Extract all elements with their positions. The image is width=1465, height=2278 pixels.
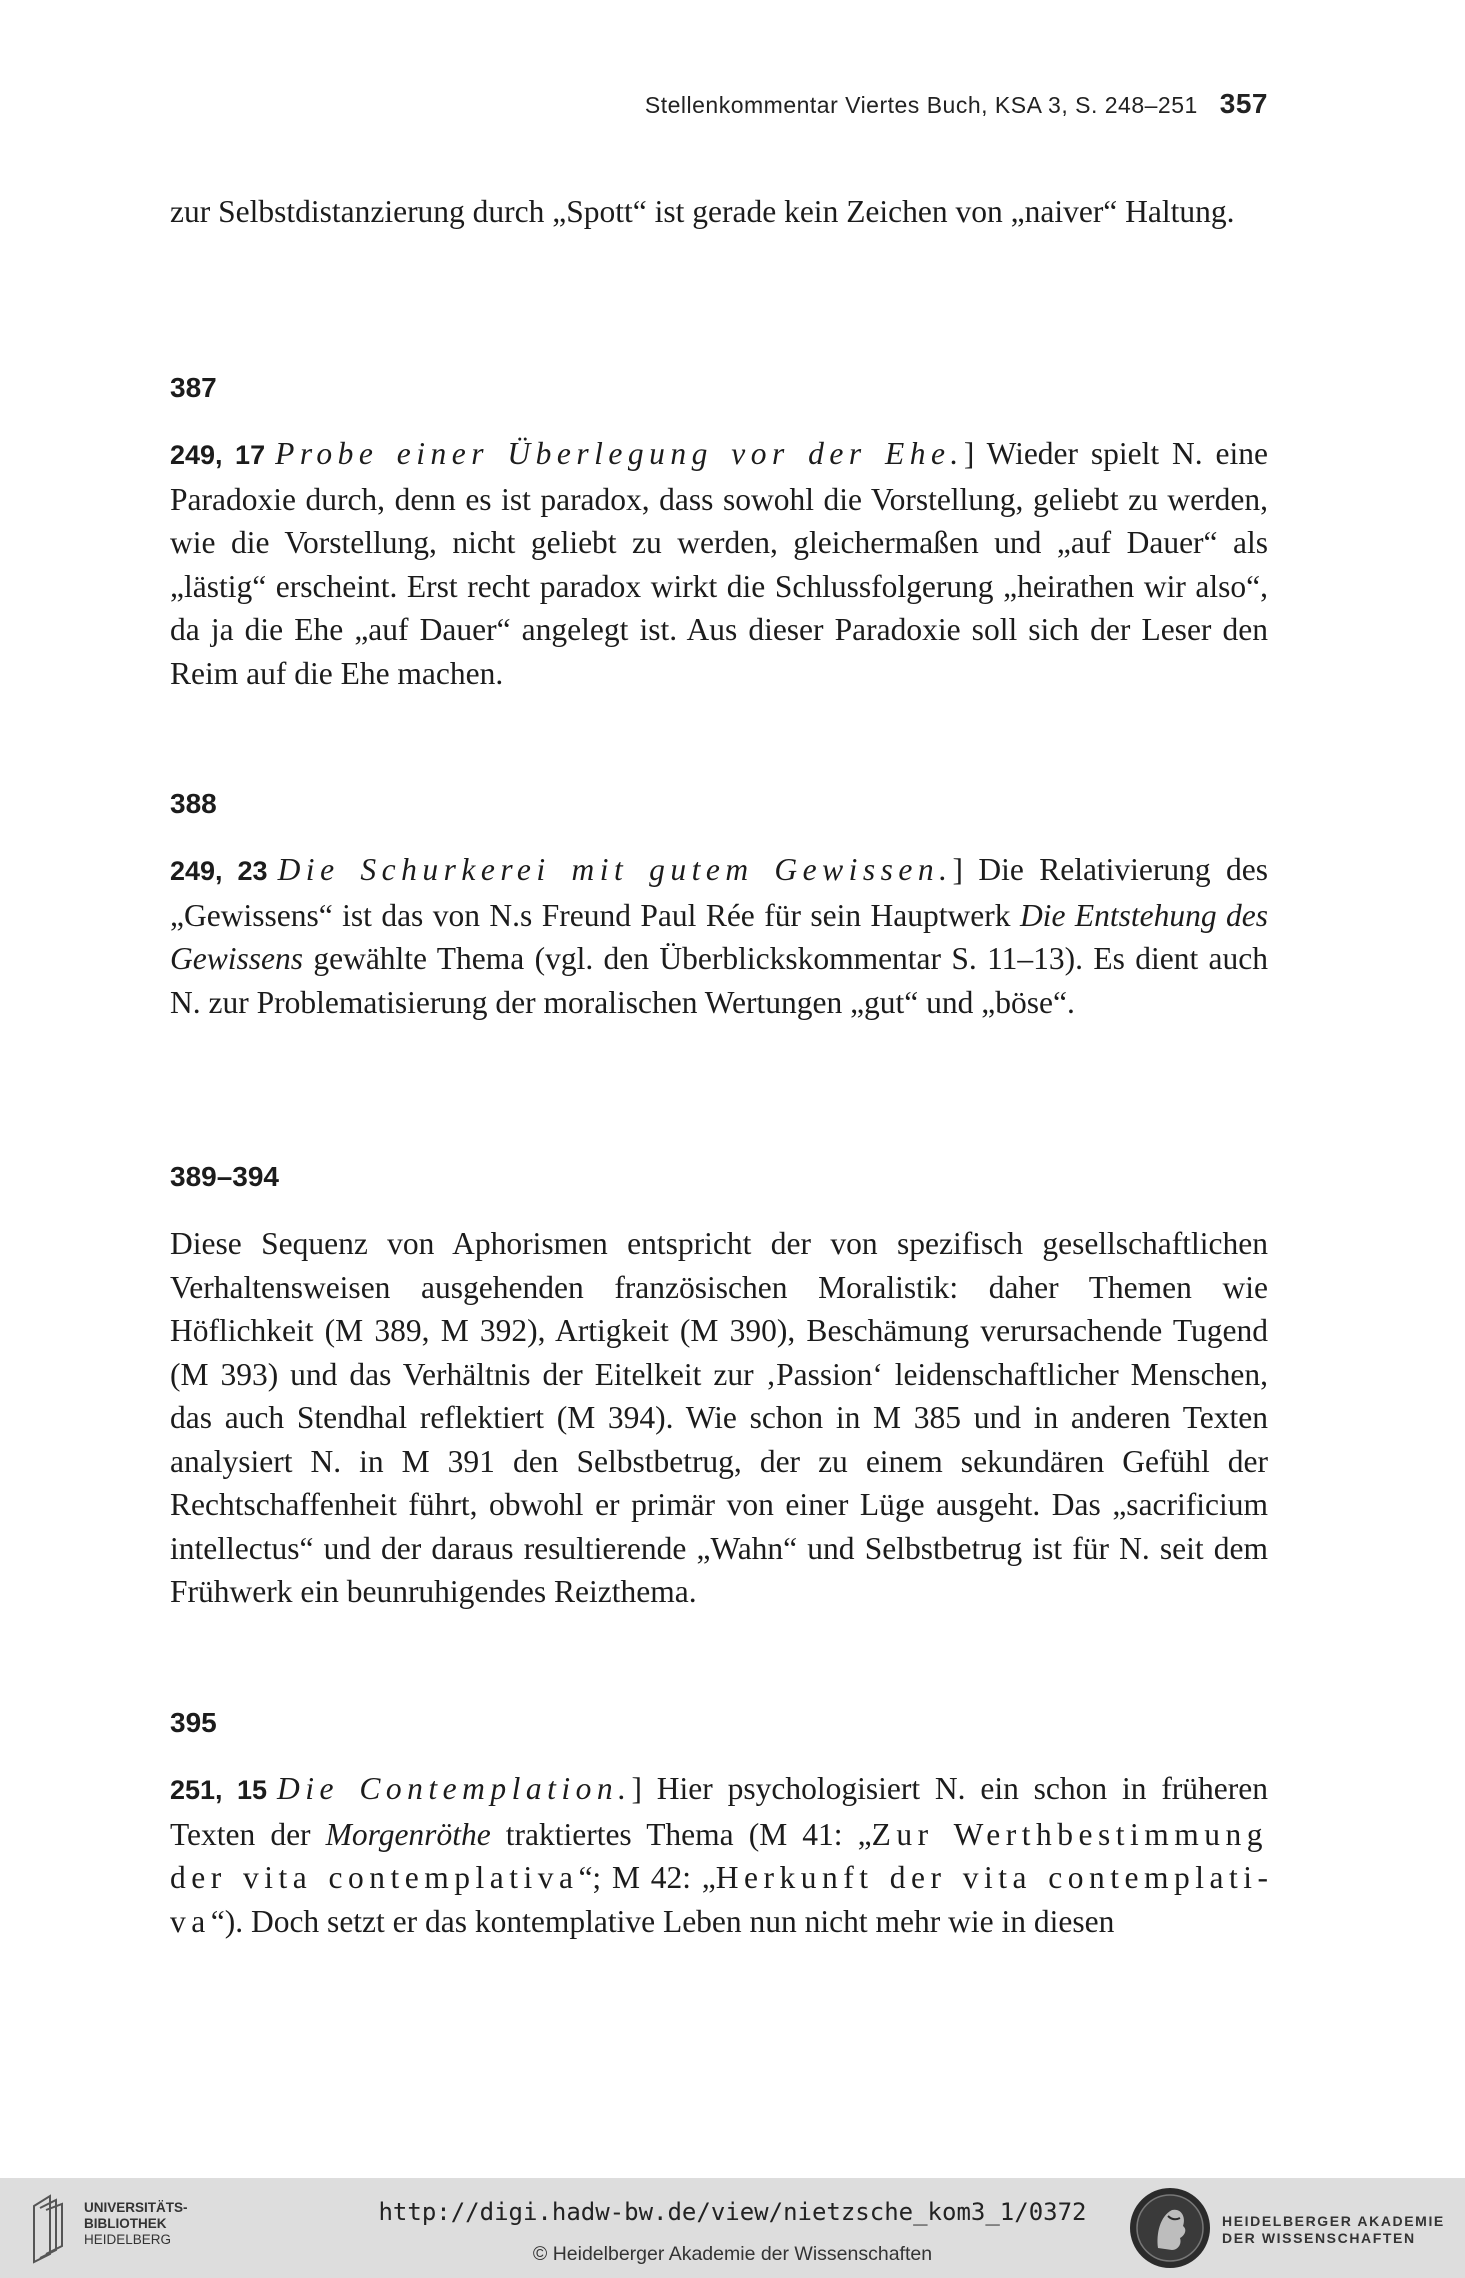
work-title: Morgenröthe (325, 1816, 491, 1852)
academy-line-2: DER WISSENSCHAFTEN (1222, 2230, 1416, 2246)
ub-line-3: HEIDELBERG (84, 2232, 172, 2247)
work-title: Die Entstehung des Gewissens (170, 897, 1268, 976)
copyright-notice: © Heidelberger Akademie der Wissenschaften (532, 2243, 933, 2265)
running-head-title: Stellenkommentar Viertes Buch, KSA 3, S. 248–251 (644, 92, 1198, 118)
quoted-title: Herkunft der vita contemplativa (170, 1860, 1268, 1939)
section-heading-388: 388 (170, 788, 217, 819)
commentary-text: ] Hier psychologisiert N. ein schon in früheren Texten der (170, 1771, 1268, 1852)
ub-line-1: UNIVERSITÄTS- (84, 2200, 188, 2215)
lemma: Die Schurkerei mit gutem Gewissen. (277, 852, 953, 887)
academy-seal-icon (1128, 2186, 1212, 2270)
lemma: Die Contemplation. (277, 1771, 632, 1806)
quoted-title: Zur Werthbestimmung der vita contemplativa (170, 1816, 1269, 1895)
line-reference: 249, 23 (170, 856, 268, 886)
lemma: Probe einer Überlegung vor der Ehe. (275, 436, 964, 471)
commentary-395 (170, 1767, 1268, 1943)
commentary-388 (170, 848, 1268, 1024)
running-head (170, 88, 1268, 120)
permalink-url[interactable]: http://digi.hadw-bw.de/view/nietzsche_kom3_1/0372 (378, 2198, 1087, 2226)
commentary-text: “). Doch setzt er das kontemplative Leben nun nicht mehr wie in diesen (210, 1903, 1115, 1939)
line-reference: 251, 15 (170, 1775, 268, 1805)
commentary-text: ] Wieder spielt N. eine Paradoxie durch, denn es ist paradox, dass sowohl die Vorstellung, geliebt zu werden, wie die Vorstellung, nicht geliebt zu werden, gleichermaßen und „auf Dauer“ als „lästig“ erscheint. Erst recht paradox wirkt die Schlussfolgerung „heirathen wir also“, da ja die Ehe „auf Dauer“ angelegt ist. Aus dieser Paradoxie soll sich der Leser den Reim auf die Ehe machen. (170, 436, 1268, 691)
commentary-text: traktiertes Thema (M 41: „ (490, 1816, 872, 1852)
academy-name (1222, 2213, 1445, 2247)
paragraph-continuation: zur Selbstdistanzierung durch „Spott“ ist gerade kein Zeichen von „naiver“ Haltung. (170, 194, 1235, 229)
section-heading-395: 395 (170, 1707, 217, 1738)
page-number: 357 (1219, 88, 1268, 119)
commentary-text: gewählte Thema (vgl. den Überblickskommentar S. 11–13). Es dient auch N. zur Problematisierung der moralischen Wertungen „gut“ und „böse“. (170, 941, 1268, 1020)
commentary-387 (170, 432, 1268, 695)
footer-bar (0, 2178, 1465, 2278)
ub-line-2: BIBLIOTHEK (84, 2216, 167, 2231)
section-heading-389-394: 389–394 (170, 1161, 280, 1192)
line-reference: 249, 17 (170, 440, 266, 470)
academy-line-1: HEIDELBERGER AKADEMIE (1222, 2213, 1445, 2229)
commentary-text: “; M 42: „ (578, 1860, 716, 1895)
section-heading-387: 387 (170, 372, 217, 403)
commentary-text: ] Die Relativierung des „Gewissens“ ist das von N.s Freund Paul Rée für sein Hauptwerk (170, 852, 1268, 933)
commentary-389-394: Diese Sequenz von Aphorismen entspricht der von spezifisch gesellschaftlichen Verhaltensweisen ausgehenden französischen Moralistik: daher Themen wie Höflichkeit (M 389, M 392), Artigkeit (M 390), Beschämung verursachende Tugend (M 393) und das Verhältnis der Eitelkeit zur ‚Passion‘ leidenschaftlicher Menschen, das auch Stendhal reflektiert (M 394). Wie schon in M 385 und in anderen Texten analysiert N. in M 391 den Selbstbetrug, der zu einem sekundären Gefühl der Rechtschaffenheit führt, obwohl er primär von einer Lüge ausgeht. Das „sacrificium intellectus“ und der daraus resultierende „Wahn“ und Selbstbetrug ist für N. seit dem Frühwerk ein beunruhigendes Reizthema. (170, 1226, 1268, 1609)
